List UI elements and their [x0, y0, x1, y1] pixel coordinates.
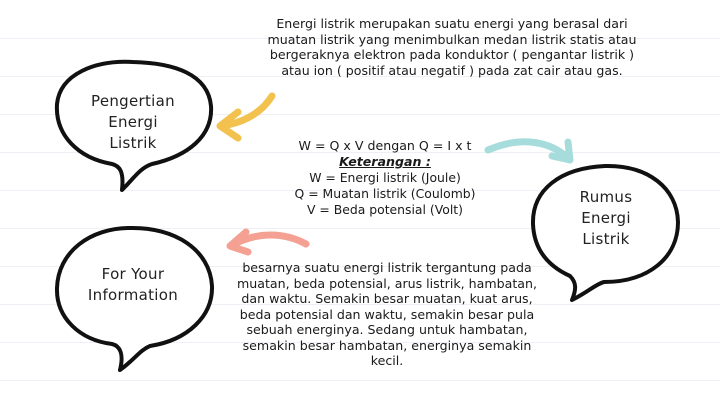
bubble-line: For Your: [101, 265, 165, 283]
formula-row: W = Energi listrik (Joule): [309, 170, 461, 185]
curved-arrow-icon: [220, 96, 272, 138]
formula-block: [262, 138, 508, 218]
bubble-label-pengertian: [62, 91, 204, 154]
bubble-line: Pengertian: [91, 92, 175, 110]
info-paragraph: besarnya suatu energi listrik tergantung pada muatan, beda potensial, arus listrik, hambatan, dan waktu. Semakin besar muatan, kuat arus, beda potensial dan waktu, semakin besar pula sebuah energinya. Sedang untuk hambatan, semakin besar hambatan, energinya semakin kecil.: [237, 260, 537, 368]
definition-paragraph: Energi listrik merupakan suatu energi yang berasal dari muatan listrik yang menimbulkan medan listrik statis atau bergeraknya elektron pada konduktor ( pengantar listrik ) atau ion ( positif atau negatif ) pada zat cair atau gas.: [267, 16, 637, 78]
bubble-line: Energi: [581, 209, 631, 227]
bubble-label-rumus: [538, 187, 674, 250]
bubble-line: Information: [87, 286, 179, 304]
bubble-label-info: [62, 264, 204, 306]
bubble-line: Rumus: [579, 188, 633, 206]
curved-arrow-icon: [230, 232, 306, 252]
bubble-line: Listrik: [109, 134, 157, 152]
bubble-line: Listrik: [582, 230, 630, 248]
formula-row: Q = Muatan listrik (Coulomb): [294, 186, 476, 201]
bubble-line: Energi: [108, 113, 158, 131]
keterangan-heading: Keterangan :: [339, 154, 431, 169]
formula-main: W = Q x V dengan Q = I x t: [298, 138, 472, 153]
formula-row: V = Beda potensial (Volt): [307, 202, 463, 217]
